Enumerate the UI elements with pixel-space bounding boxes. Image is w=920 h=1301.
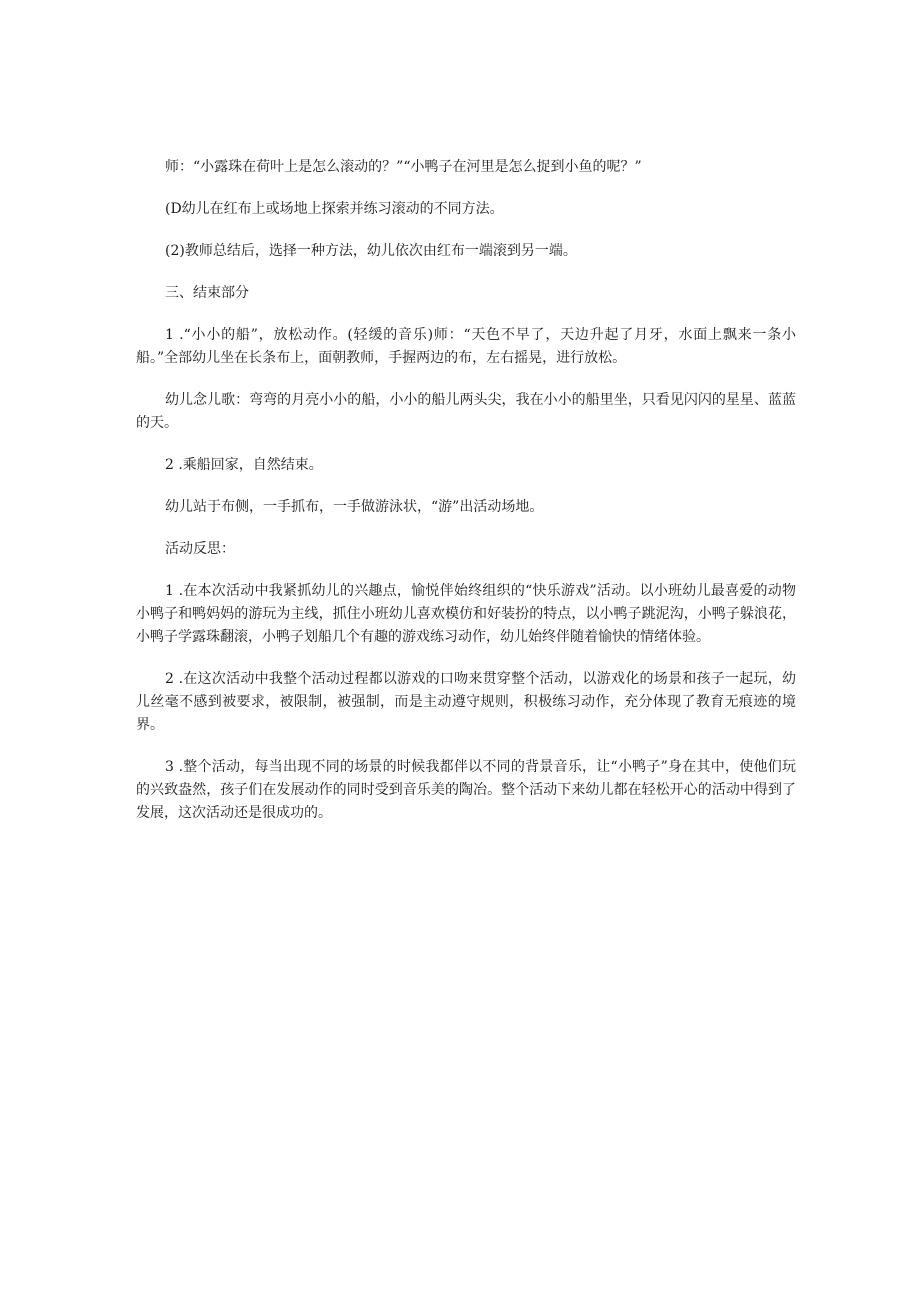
paragraph-go-home: 2 .乘船回家，自然结束。 (165, 457, 323, 473)
paragraph-nursery-rhyme: 幼儿念儿歌：弯弯的月亮小小的船，小小的船儿两头尖，我在小小的船里坐，只看见闪闪的星星、蓝蓝的天。 (136, 392, 796, 431)
paragraph-little-boat: 1 .“小小的船”，放松动作。(轻缓的音乐)师：“天色不早了，天边升起了月牙，水面上飘来一条小船。”全部幼儿坐在长条布上，面朝教师，手握两边的布，左右摇晃，进行放松。 (136, 327, 796, 366)
paragraph-step-1: (D幼儿在红布上或场地上探索并练习滚动的不同方法。 (165, 201, 504, 217)
section-heading-ending: 三、结束部分 (165, 285, 249, 301)
paragraph-step-2: (2)教师总结后，选择一种方法，幼儿依次由红布一端滚到另一端。 (165, 243, 577, 259)
document-body (136, 156, 796, 844)
paragraph-reflection-3: 3 .整个活动，每当出现不同的场景的时候我都伴以不同的背景音乐，让“小鸭子”身在其中，使他们玩的兴致盎然，孩子们在发展动作的同时受到音乐美的陶冶。整个活动下来幼儿都在轻松开心的活动中得到了发展，这次活动还是很成功的。 (136, 759, 796, 821)
paragraph-swim-out: 幼儿站于布侧，一手抓布，一手做游泳状，“游”出活动场地。 (165, 499, 544, 515)
paragraph-reflection-2: 2 .在这次活动中我整个活动过程都以游戏的口吻来贯穿整个活动，以游戏化的场景和孩子一起玩，幼儿丝毫不感到被要求，被限制，被强制，而是主动遵守规则，积极练习动作，充分体现了教育无痕迹的境界。 (136, 671, 796, 733)
paragraph-reflection-1: 1 .在本次活动中我紧抓幼儿的兴趣点，愉悦伴始终组织的“快乐游戏”活动。以小班幼儿最喜爱的动物小鸭子和鸭妈妈的游玩为主线，抓住小班幼儿喜欢模仿和好装扮的特点，以小鸭子跳泥沟，小鸭子躲浪花，小鸭子学露珠翻滚，小鸭子划船几个有趣的游戏练习动作，幼儿始终伴随着愉快的情绪体验。 (136, 583, 796, 645)
section-heading-reflection: 活动反思： (165, 541, 235, 557)
paragraph-teacher-question: 师：“小露珠在荷叶上是怎么滚动的？”“小鸭子在河里是怎么捉到小鱼的呢？” (165, 159, 642, 175)
